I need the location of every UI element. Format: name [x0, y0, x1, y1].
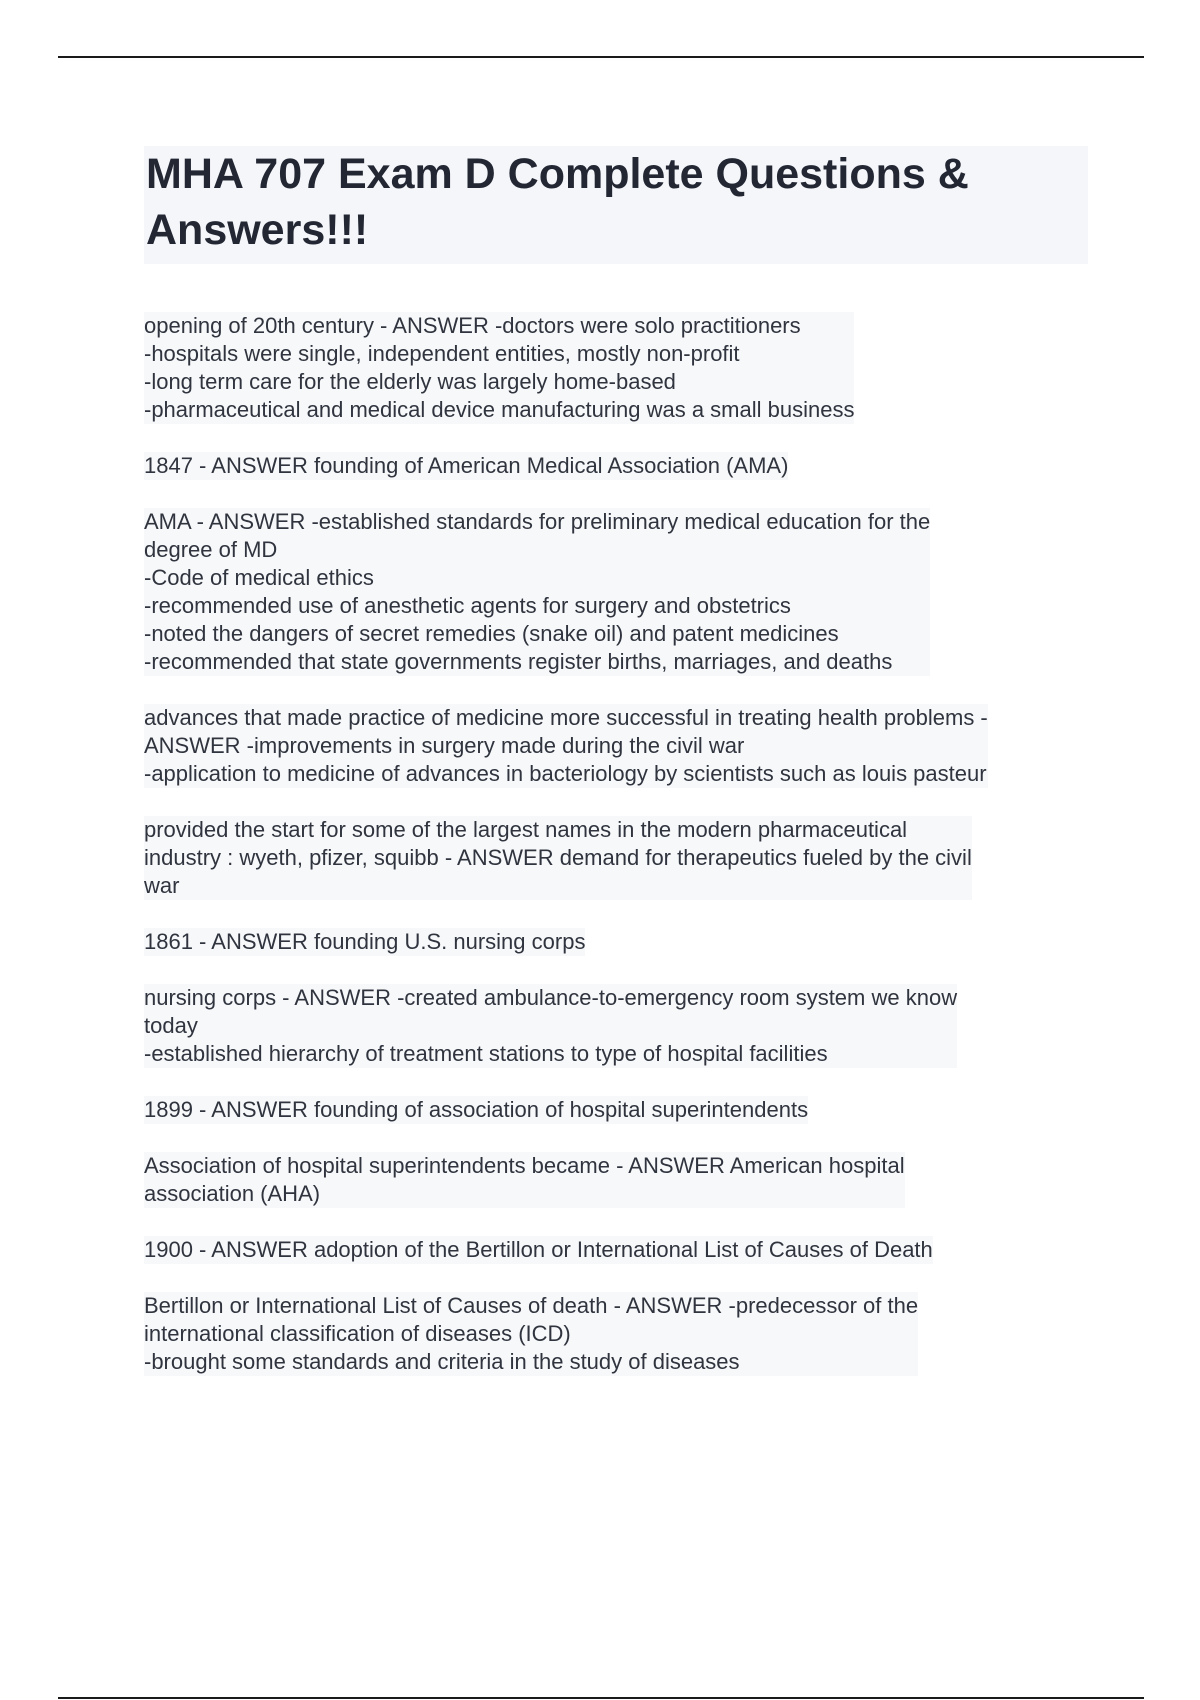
bottom-divider — [58, 1697, 1144, 1699]
qa-line: nursing corps - ANSWER -created ambulance-to-emergency room system we know — [144, 985, 958, 1010]
qa-line: 1847 - ANSWER founding of American Medical Association (AMA) — [144, 453, 789, 478]
qa-line: -established hierarchy of treatment stations to type of hospital facilities — [144, 1041, 828, 1066]
qa-line: international classification of diseases (ICD) — [144, 1321, 571, 1346]
qa-line: -recommended that state governments register births, marriages, and deaths — [144, 649, 893, 674]
qa-line: opening of 20th century - ANSWER -doctors were solo practitioners — [144, 313, 801, 338]
qa-line: -long term care for the elderly was largely home-based — [144, 369, 676, 394]
qa-line: industry : wyeth, pfizer, squibb - ANSWER demand for therapeutics fueled by the civil — [144, 845, 972, 870]
qa-line: war — [144, 873, 180, 898]
qa-entry — [144, 1152, 905, 1208]
qa-line: -noted the dangers of secret remedies (snake oil) and patent medicines — [144, 621, 839, 646]
qa-line: -recommended use of anesthetic agents for surgery and obstetrics — [144, 593, 791, 618]
qa-entry — [144, 1292, 918, 1376]
qa-entry — [144, 704, 988, 788]
qa-line: -application to medicine of advances in bacteriology by scientists such as louis pasteur — [144, 761, 987, 786]
qa-list — [144, 312, 1089, 1404]
qa-line: 1899 - ANSWER founding of association of hospital superintendents — [144, 1097, 809, 1122]
top-divider — [58, 56, 1144, 58]
qa-line: association (AHA) — [144, 1181, 321, 1206]
page-title: MHA 707 Exam D Complete Questions & Answers!!! — [146, 150, 969, 254]
qa-line: provided the start for some of the largest names in the modern pharmaceutical — [144, 817, 908, 842]
qa-line: -hospitals were single, independent entities, mostly non-profit — [144, 341, 740, 366]
qa-line: 1900 - ANSWER adoption of the Bertillon or International List of Causes of Death — [144, 1237, 933, 1262]
qa-line: Association of hospital superintendents became - ANSWER American hospital — [144, 1153, 905, 1178]
qa-entry — [144, 816, 972, 900]
qa-line: -brought some standards and criteria in the study of diseases — [144, 1349, 740, 1374]
qa-line: -pharmaceutical and medical device manufacturing was a small business — [144, 397, 855, 422]
qa-line: -Code of medical ethics — [144, 565, 374, 590]
qa-line: degree of MD — [144, 537, 278, 562]
qa-line: 1861 - ANSWER founding U.S. nursing corps — [144, 929, 586, 954]
qa-entry — [144, 1096, 808, 1124]
qa-line: AMA - ANSWER -established standards for preliminary medical education for the — [144, 509, 931, 534]
qa-entry — [144, 508, 930, 676]
qa-entry — [144, 312, 854, 424]
qa-line: today — [144, 1013, 198, 1038]
qa-line: ANSWER -improvements in surgery made during the civil war — [144, 733, 745, 758]
qa-entry — [144, 1236, 933, 1264]
qa-line: advances that made practice of medicine more successful in treating health problems - — [144, 705, 988, 730]
title-block — [144, 146, 1088, 264]
qa-entry — [144, 984, 957, 1068]
qa-line: Bertillon or International List of Causes of death - ANSWER -predecessor of the — [144, 1293, 919, 1318]
qa-entry — [144, 928, 585, 956]
qa-entry — [144, 452, 788, 480]
